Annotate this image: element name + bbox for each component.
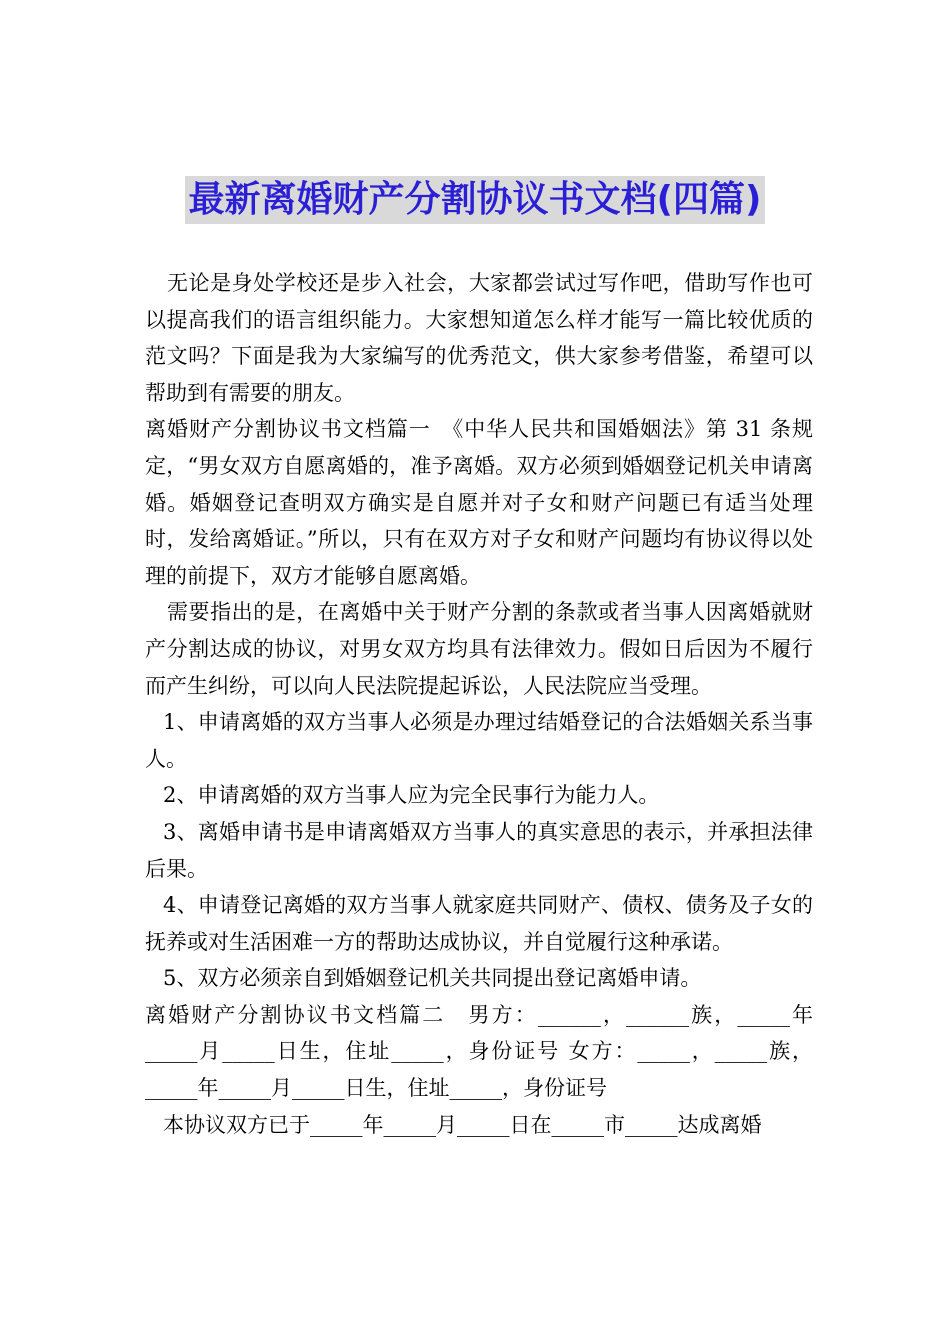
list-item: 4、申请登记离婚的双方当事人就家庭共同财产、债权、债务及子女的抚养或对生活困难一方的帮助达成协议，并自觉履行这种承诺。	[145, 893, 813, 954]
list-item: 1、申请离婚的双方当事人必须是办理过结婚登记的合法婚姻关系当事人。	[145, 710, 813, 771]
section-two-paragraph: 离婚财产分割协议书文档篇二 男方：______，______族，_____年_____月_____日生，住址_____，身份证号 女方：_____，_____族，_____年_____月_____日生，住址_____，身份证号	[145, 1002, 813, 1101]
title-container	[0, 176, 950, 224]
document-title: 最新离婚财产分割协议书文档(四篇)	[185, 176, 766, 224]
intro-paragraph: 无论是身处学校还是步入社会，大家都尝试过写作吧，借助写作也可以提高我们的语言组织能力。大家想知道怎么样才能写一篇比较优质的范文吗？下面是我为大家编写的优秀范文，供大家参考借鉴，希望可以帮助到有需要的朋友。	[145, 271, 813, 405]
agreement-paragraph: 本协议双方已于_____年_____月_____日在_____市_____达成离婚	[163, 1112, 762, 1137]
document-body	[145, 265, 813, 1143]
list-item: 3、离婚申请书是申请离婚双方当事人的真实意思的表示，并承担法律后果。	[145, 819, 813, 881]
note-paragraph: 需要指出的是，在离婚中关于财产分割的条款或者当事人因离婚就财产分割达成的协议，对男女双方均具有法律效力。假如日后因为不履行而产生纠纷，可以向人民法院提起诉讼，人民法院应当受理。	[145, 600, 813, 698]
list-item: 5、双方必须亲自到婚姻登记机关共同提出登记离婚申请。	[163, 966, 702, 991]
list-item: 2、申请离婚的双方当事人应为完全民事行为能力人。	[163, 783, 660, 808]
section-one-paragraph: 离婚财产分割协议书文档篇一 《中华人民共和国婚姻法》第 31 条规定，“男女双方自愿离婚的，准予离婚。双方必须到婚姻登记机关申请离婚。婚姻登记查明双方确实是自愿并对子女和财产问题已有适当处理时，发给离婚证。”所以，只有在双方对子女和财产问题均有协议得以处理的前提下，双方才能够自愿离婚。	[145, 417, 813, 588]
